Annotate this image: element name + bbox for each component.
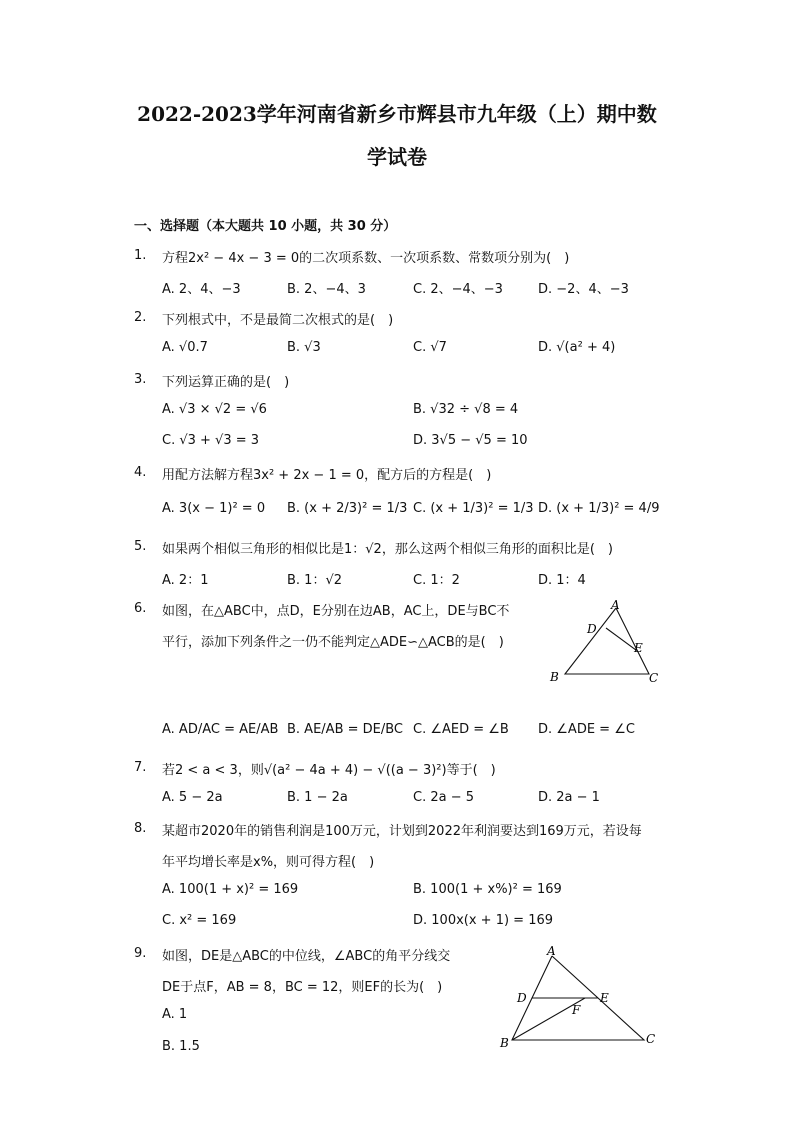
label-b: B xyxy=(500,1036,509,1050)
question-stem: 下列运算正确的是( ) xyxy=(162,375,290,390)
option-b[interactable]: B. (x + 2/3)² = 1/3 xyxy=(287,501,408,516)
question-number: 8. xyxy=(134,821,147,836)
option-d[interactable]: D. 2a − 1 xyxy=(538,790,600,805)
question-number: 4. xyxy=(134,465,147,480)
option-c[interactable]: C. √3 + √3 = 3 xyxy=(162,433,260,448)
question-number: 3. xyxy=(134,372,147,387)
question-number: 6. xyxy=(134,601,147,616)
option-b[interactable]: B. 2、−4、3 xyxy=(287,282,366,297)
option-a[interactable]: A. AD/AC = AE/AB xyxy=(162,722,279,737)
option-b[interactable]: B. √32 ÷ √8 = 4 xyxy=(413,402,519,417)
option-d[interactable]: D. 100x(x + 1) = 169 xyxy=(413,913,554,928)
option-a[interactable]: A. 1 xyxy=(162,1007,188,1022)
option-a[interactable]: A. 100(1 + x)² = 169 xyxy=(162,882,299,897)
label-c: C xyxy=(646,1032,656,1046)
question-stem: 用配方法解方程3x² + 2x − 1 = 0，配方后的方程是( ) xyxy=(162,468,492,483)
option-c[interactable]: C. 2、−4、−3 xyxy=(413,282,503,297)
label-b: B xyxy=(550,670,559,684)
question-number: 7. xyxy=(134,760,147,775)
label-d: D xyxy=(587,622,597,636)
option-d[interactable]: D. 1：4 xyxy=(538,573,586,588)
option-b[interactable]: B. 1.5 xyxy=(162,1039,200,1054)
label-a: A xyxy=(611,598,620,612)
label-e: E xyxy=(600,991,609,1005)
option-b[interactable]: B. AE/AB = DE/BC xyxy=(287,722,404,737)
option-c[interactable]: C. ∠AED = ∠B xyxy=(413,722,509,737)
option-c[interactable]: C. √7 xyxy=(413,340,447,355)
option-a[interactable]: A. √3 × √2 = √6 xyxy=(162,402,267,417)
title-line-1: 2022-2023学年河南省新乡市辉县市九年级（上）期中数 xyxy=(137,102,657,126)
option-a[interactable]: A. 2：1 xyxy=(162,573,209,588)
option-c[interactable]: C. 1：2 xyxy=(413,573,460,588)
option-b[interactable]: B. √3 xyxy=(287,340,321,355)
label-d: D xyxy=(517,991,527,1005)
option-d[interactable]: D. (x + 1/3)² = 4/9 xyxy=(538,501,660,516)
option-b[interactable]: B. 1 − 2a xyxy=(287,790,348,805)
question-stem-line-2: DE于点F，AB = 8，BC = 12，则EF的长为( ) xyxy=(162,980,443,995)
question-stem-line-1: 如图，DE是△ABC的中位线，∠ABC的角平分线交 xyxy=(162,949,451,964)
option-d[interactable]: D. −2、4、−3 xyxy=(538,282,629,297)
option-d[interactable]: D. √(a² + 4) xyxy=(538,340,616,355)
label-e: E xyxy=(634,641,643,655)
question-number: 5. xyxy=(134,539,147,554)
option-b[interactable]: B. 100(1 + x%)² = 169 xyxy=(413,882,562,897)
section-heading: 一、选择题（本大题共 10 小题，共 30 分） xyxy=(134,219,397,234)
option-d[interactable]: D. ∠ADE = ∠C xyxy=(538,722,635,737)
question-number: 9. xyxy=(134,946,147,961)
triangle-figure-q9 xyxy=(496,944,666,1052)
question-number: 2. xyxy=(134,310,147,325)
question-stem-line-2: 平行，添加下列条件之一仍不能判定△ADE∽△ACB的是( ) xyxy=(162,635,504,650)
option-a[interactable]: A. √0.7 xyxy=(162,340,208,355)
option-a[interactable]: A. 5 − 2a xyxy=(162,790,223,805)
question-stem: 若2 < a < 3，则√(a² − 4a + 4) − √((a − 3)²)等于( ) xyxy=(162,763,496,778)
question-stem: 方程2x² − 4x − 3 = 0的二次项系数、一次项系数、常数项分别为( ) xyxy=(162,251,570,266)
triangle-figure-q6 xyxy=(545,596,665,688)
question-stem-line-1: 如图，在△ABC中，点D，E分别在边AB，AC上，DE与BC不 xyxy=(162,604,510,619)
title-line-2: 学试卷 xyxy=(367,145,427,169)
option-a[interactable]: A. 2、4、−3 xyxy=(162,282,241,297)
question-stem: 如果两个相似三角形的相似比是1：√2，那么这两个相似三角形的面积比是( ) xyxy=(162,542,613,557)
label-c: C xyxy=(649,671,659,685)
label-a: A xyxy=(547,944,556,958)
label-f: F xyxy=(572,1003,581,1017)
option-d[interactable]: D. 3√5 − √5 = 10 xyxy=(413,433,528,448)
question-stem-line-1: 某超市2020年的销售利润是100万元，计划到2022年利润要达到169万元，若设每 xyxy=(162,824,642,839)
option-c[interactable]: C. 2a − 5 xyxy=(413,790,475,805)
question-stem: 下列根式中，不是最简二次根式的是( ) xyxy=(162,313,394,328)
option-c[interactable]: C. x² = 169 xyxy=(162,913,237,928)
option-c[interactable]: C. (x + 1/3)² = 1/3 xyxy=(413,501,534,516)
option-a[interactable]: A. 3(x − 1)² = 0 xyxy=(162,501,266,516)
question-stem-line-2: 年平均增长率是x%，则可得方程( ) xyxy=(162,855,375,870)
option-b[interactable]: B. 1：√2 xyxy=(287,573,343,588)
question-number: 1. xyxy=(134,248,147,263)
